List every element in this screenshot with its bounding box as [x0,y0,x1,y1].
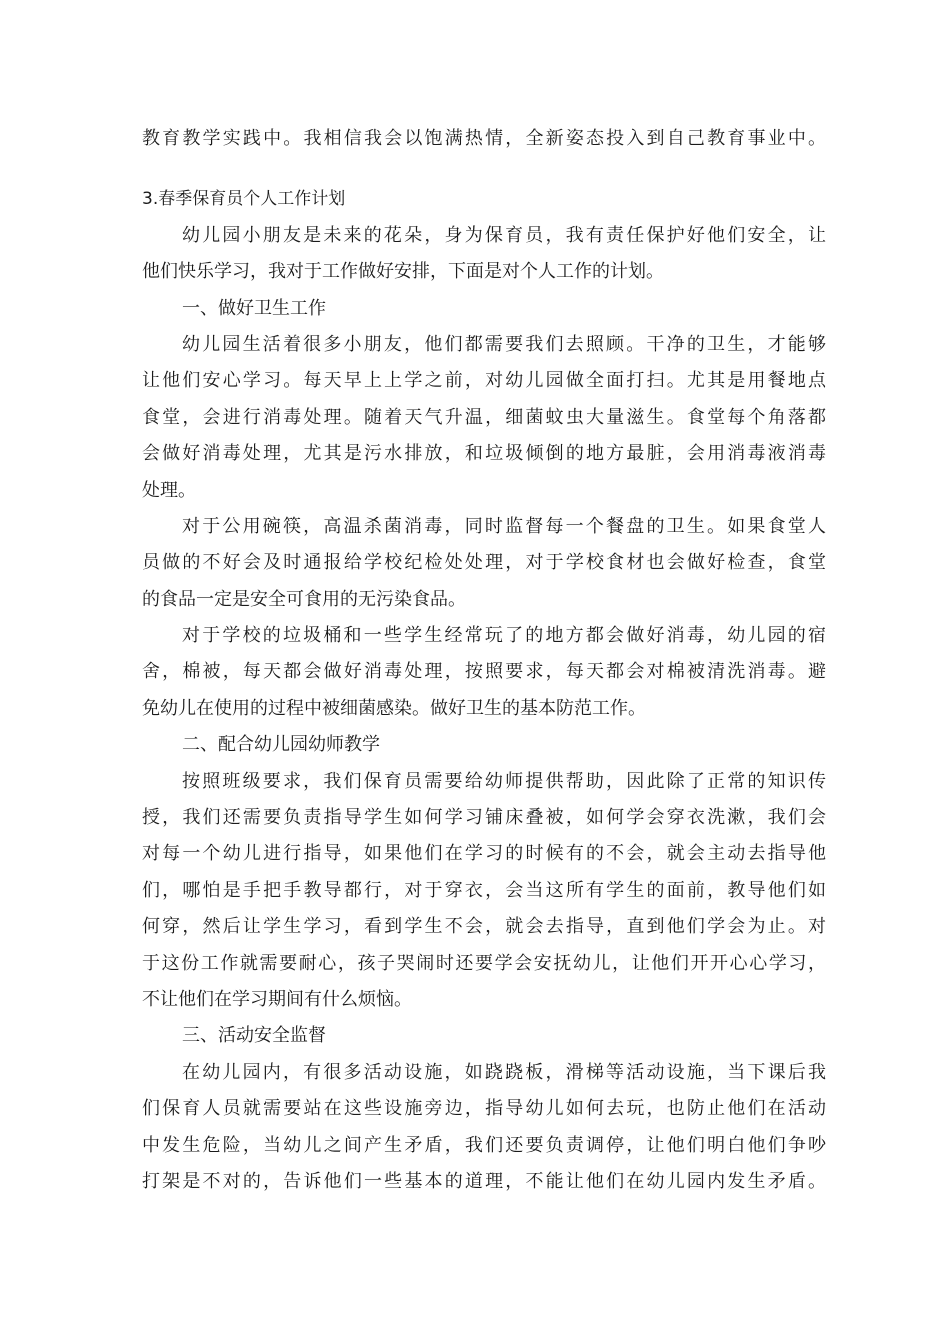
text-line: 授，我们还需要负责指导学生如何学习铺床叠被，如何学会穿衣洗漱，我们会 [142,807,826,829]
text-line: 舍，棉被，每天都会做好消毒处理，按照要求，每天都会对棉被清洗消毒。避 [142,661,826,683]
text-line: 对于学校的垃圾桶和一些学生经常玩了的地方都会做好消毒，幼儿园的宿 [182,625,826,647]
text-line: 何穿，然后让学生学习，看到学生不会，就会去指导，直到他们学会为止。对 [142,916,826,938]
text-line: 中发生危险，当幼儿之间产生矛盾，我们还要负责调停，让他们明白他们争吵 [142,1134,826,1156]
subheading: 三、活动安全监督 [182,1025,326,1047]
text-line: 打架是不对的，告诉他们一些基本的道理，不能让他们在幼儿园内发生矛盾。 [142,1170,826,1192]
text-line: 处理。 [142,479,196,501]
text-line: 不让他们在学习期间有什么烦恼。 [142,988,412,1010]
text-line: 免幼儿在使用的过程中被细菌感染。做好卫生的基本防范工作。 [142,697,646,719]
text-line: 会做好消毒处理，尤其是污水排放，和垃圾倾倒的地方最脏，会用消毒液消毒 [142,443,826,465]
text-line: 对于公用碗筷，高温杀菌消毒，同时监督每一个餐盘的卫生。如果食堂人 [182,515,826,537]
text-line: 让他们安心学习。每天早上上学之前，对幼儿园做全面打扫。尤其是用餐地点 [142,370,826,392]
text-line: 食堂，会进行消毒处理。随着天气升温，细菌蚊虫大量滋生。食堂每个角落都 [142,406,826,428]
text-line: 幼儿园生活着很多小朋友，他们都需要我们去照顾。干净的卫生，才能够 [182,333,826,355]
text-line: 于这份工作就需要耐心，孩子哭闹时还要学会安抚幼儿，让他们开开心心学习， [142,952,826,974]
text-line: 在幼儿园内，有很多活动设施，如跷跷板，滑梯等活动设施，当下课后我 [182,1061,826,1083]
text-line: 幼儿园小朋友是未来的花朵，身为保育员，我有责任保护好他们安全，让 [182,224,826,246]
text-line: 按照班级要求，我们保育员需要给幼师提供帮助，因此除了正常的知识传 [182,770,826,792]
subheading: 一、做好卫生工作 [182,297,326,319]
text-line: 教育教学实践中。我相信我会以饱满热情，全新姿态投入到自己教育事业中。 [142,128,826,149]
text-line: 他们快乐学习，我对于工作做好安排，下面是对个人工作的计划。 [142,261,664,283]
subheading: 二、配合幼儿园幼师教学 [182,734,380,756]
document-body [142,121,826,1200]
text-line: 员做的不好会及时通报给学校纪检处处理，对于学校食材也会做好检查，食堂 [142,552,826,574]
text-line: 对每一个幼儿进行指导，如果他们在学习的时候有的不会，就会主动去指导他 [142,843,826,865]
text-line: 们，哪怕是手把手教导都行，对于穿衣，会当这所有学生的面前，教导他们如 [142,879,826,901]
section-heading: 3.春季保育员个人工作计划 [142,189,346,210]
text-line: 们保育人员就需要站在这些设施旁边，指导幼儿如何去玩，也防止他们在活动 [142,1098,826,1120]
text-line: 的食品一定是安全可食用的无污染食品。 [142,588,466,610]
